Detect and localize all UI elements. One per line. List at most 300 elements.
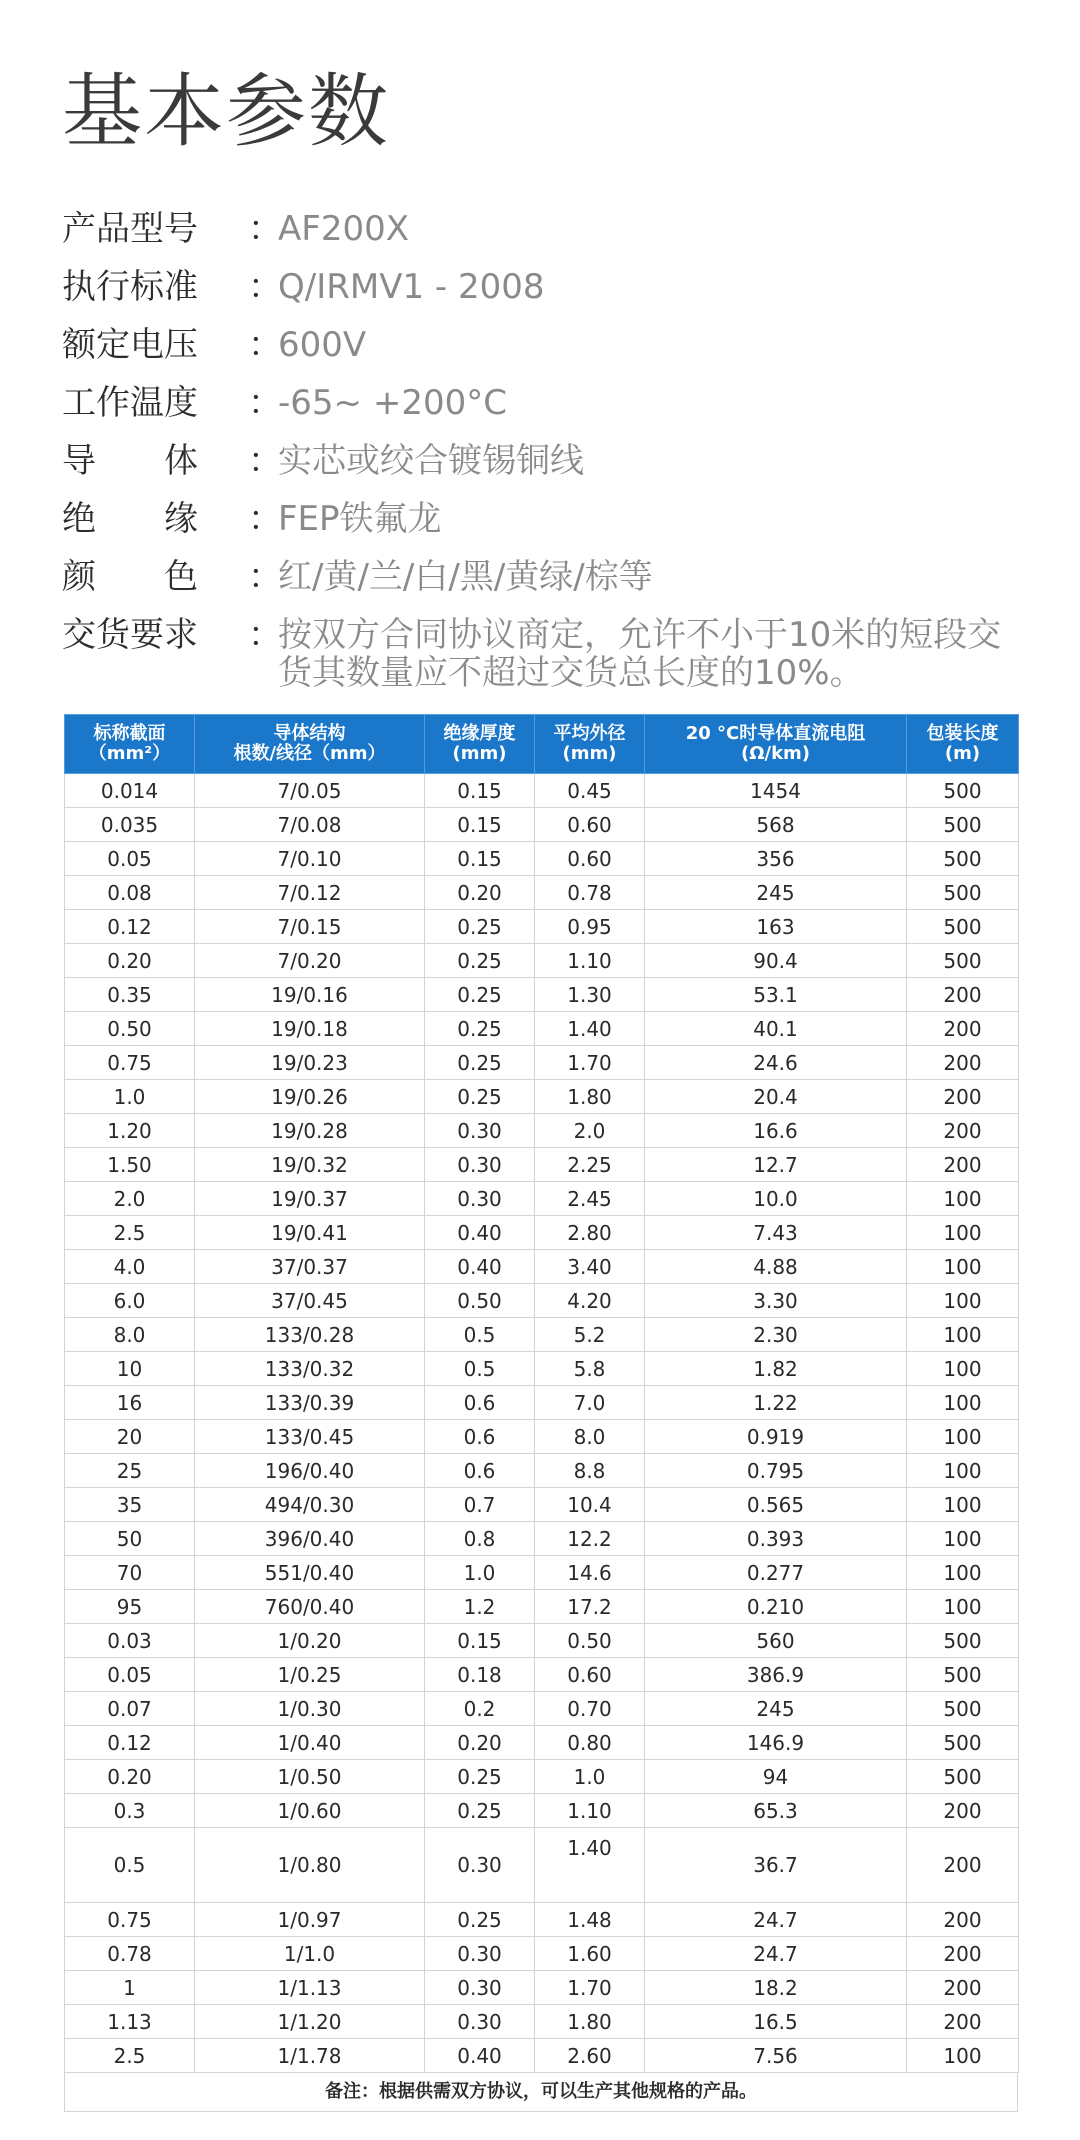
table-cell: 4.20 — [535, 1284, 645, 1318]
spec-row-color — [62, 548, 1022, 606]
table-cell: 0.795 — [645, 1454, 907, 1488]
table-cell: 1/1.0 — [195, 1937, 425, 1971]
spec-row-model — [62, 200, 1022, 258]
spec-value: FEP铁氟龙 — [278, 499, 442, 539]
table-cell: 133/0.45 — [195, 1420, 425, 1454]
table-cell: 7/0.05 — [195, 774, 425, 808]
table-cell: 0.70 — [535, 1692, 645, 1726]
table-cell: 0.30 — [425, 1114, 535, 1148]
table-body — [65, 774, 1019, 2073]
table-row — [65, 1454, 1019, 1488]
table-cell: 1/0.97 — [195, 1903, 425, 1937]
spec-value: 按双方合同协议商定，允许不小于10米的短段交货其数量应不超过交货总长度的10%。 — [278, 615, 1002, 693]
header-line: 20 °C时导体直流电阻 — [685, 723, 866, 744]
table-cell: 5.2 — [535, 1318, 645, 1352]
spec-label: 执行标准 — [62, 267, 198, 307]
table-cell: 0.2 — [425, 1692, 535, 1726]
table-cell: 0.15 — [425, 1624, 535, 1658]
spec-value: -65~ +200°C — [278, 383, 507, 423]
table-cell: 40.1 — [645, 1012, 907, 1046]
table-cell: 1.70 — [535, 1971, 645, 2005]
table-cell: 0.07 — [65, 1692, 195, 1726]
spec-value: 红/黄/兰/白/黑/黄绿/棕等 — [278, 557, 653, 597]
table-cell: 0.50 — [535, 1624, 645, 1658]
table-cell: 1.10 — [535, 1794, 645, 1828]
table-cell: 500 — [907, 1760, 1019, 1794]
table-cell: 0.035 — [65, 808, 195, 842]
table-cell: 1.40 — [535, 1828, 645, 1903]
table-cell: 2.0 — [65, 1182, 195, 1216]
table-cell: 7.0 — [535, 1386, 645, 1420]
table-cell: 37/0.45 — [195, 1284, 425, 1318]
table-row — [65, 1148, 1019, 1182]
table-cell: 100 — [907, 1318, 1019, 1352]
table-cell: 1.80 — [535, 2005, 645, 2039]
table-cell: 100 — [907, 1590, 1019, 1624]
table-row — [65, 1114, 1019, 1148]
table-cell: 90.4 — [645, 944, 907, 978]
table-cell: 2.5 — [65, 2039, 195, 2073]
spec-row-temperature — [62, 374, 1022, 432]
table-cell: 19/0.26 — [195, 1080, 425, 1114]
table-cell: 95 — [65, 1590, 195, 1624]
table-cell: 8.0 — [65, 1318, 195, 1352]
table-row — [65, 842, 1019, 876]
table-cell: 1454 — [645, 774, 907, 808]
table-cell: 245 — [645, 876, 907, 910]
table-cell: 133/0.32 — [195, 1352, 425, 1386]
table-cell: 70 — [65, 1556, 195, 1590]
header-unit: （mm²） — [88, 743, 171, 764]
spec-separator: ： — [248, 209, 282, 249]
table-cell: 1/1.20 — [195, 2005, 425, 2039]
table-cell: 1/0.25 — [195, 1658, 425, 1692]
table-cell: 1.20 — [65, 1114, 195, 1148]
table-row — [65, 1903, 1019, 1937]
table-cell: 0.75 — [65, 1046, 195, 1080]
table-cell: 200 — [907, 1148, 1019, 1182]
header-unit: (mm) — [452, 743, 507, 764]
table-cell: 19/0.28 — [195, 1114, 425, 1148]
table-cell: 200 — [907, 2005, 1019, 2039]
table-cell: 0.95 — [535, 910, 645, 944]
header-line: 平均外径 — [553, 723, 626, 744]
table-row — [65, 1658, 1019, 1692]
table-cell: 53.1 — [645, 978, 907, 1012]
table-cell: 12.7 — [645, 1148, 907, 1182]
table-cell: 100 — [907, 2039, 1019, 2073]
header-insulation-thickness — [425, 715, 535, 774]
table-cell: 14.6 — [535, 1556, 645, 1590]
header-unit: (mm) — [562, 743, 617, 764]
table-cell: 560 — [645, 1624, 907, 1658]
table-row — [65, 1046, 1019, 1080]
table-cell: 7.56 — [645, 2039, 907, 2073]
table-row — [65, 2005, 1019, 2039]
table-cell: 0.05 — [65, 1658, 195, 1692]
spec-value: AF200X — [278, 209, 410, 249]
table-note: 备注：根据供需双方协议，可以生产其他规格的产品。 — [64, 2073, 1018, 2112]
table-cell: 0.210 — [645, 1590, 907, 1624]
table-row — [65, 1522, 1019, 1556]
table-cell: 7/0.08 — [195, 808, 425, 842]
table-row — [65, 1386, 1019, 1420]
table-cell: 3.30 — [645, 1284, 907, 1318]
header-line: 绝缘厚度 — [443, 723, 516, 744]
table-cell: 19/0.16 — [195, 978, 425, 1012]
header-line: 包装长度 — [926, 723, 999, 744]
table-row — [65, 774, 1019, 808]
table-cell: 1/0.80 — [195, 1828, 425, 1903]
table-cell: 2.80 — [535, 1216, 645, 1250]
table-row — [65, 1726, 1019, 1760]
spec-table — [64, 714, 1019, 2073]
table-cell: 0.565 — [645, 1488, 907, 1522]
table-cell: 0.78 — [65, 1937, 195, 1971]
table-cell: 2.45 — [535, 1182, 645, 1216]
table-cell: 12.2 — [535, 1522, 645, 1556]
table-cell: 1.80 — [535, 1080, 645, 1114]
table-cell: 16.5 — [645, 2005, 907, 2039]
spec-value: 实芯或绞合镀锡铜线 — [278, 441, 584, 481]
table-cell: 500 — [907, 876, 1019, 910]
table-cell: 18.2 — [645, 1971, 907, 2005]
table-cell: 19/0.32 — [195, 1148, 425, 1182]
table-cell: 7/0.12 — [195, 876, 425, 910]
table-cell: 1.30 — [535, 978, 645, 1012]
table-cell: 200 — [907, 1937, 1019, 1971]
table-cell: 0.8 — [425, 1522, 535, 1556]
table-cell: 500 — [907, 944, 1019, 978]
table-cell: 163 — [645, 910, 907, 944]
table-cell: 1.50 — [65, 1148, 195, 1182]
table-cell: 0.60 — [535, 842, 645, 876]
table-row — [65, 1352, 1019, 1386]
table-cell: 760/0.40 — [195, 1590, 425, 1624]
table-cell: 200 — [907, 1114, 1019, 1148]
table-cell: 500 — [907, 808, 1019, 842]
table-cell: 568 — [645, 808, 907, 842]
table-cell: 36.7 — [645, 1828, 907, 1903]
table-cell: 200 — [907, 978, 1019, 1012]
table-cell: 1.40 — [535, 1012, 645, 1046]
table-cell: 1.48 — [535, 1903, 645, 1937]
table-cell: 2.5 — [65, 1216, 195, 1250]
table-cell: 0.30 — [425, 1828, 535, 1903]
spec-label: 绝 缘 — [62, 499, 198, 539]
table-row — [65, 978, 1019, 1012]
table-cell: 10.0 — [645, 1182, 907, 1216]
table-cell: 0.80 — [535, 1726, 645, 1760]
table-cell: 0.40 — [425, 1250, 535, 1284]
table-cell: 0.05 — [65, 842, 195, 876]
table-cell: 1.22 — [645, 1386, 907, 1420]
spec-row-insulation — [62, 490, 1022, 548]
header-unit: (Ω/km) — [740, 743, 811, 764]
table-cell: 2.60 — [535, 2039, 645, 2073]
table-cell: 1.0 — [65, 1080, 195, 1114]
spec-label: 导 体 — [62, 441, 198, 481]
table-cell: 0.15 — [425, 808, 535, 842]
table-cell: 1.0 — [535, 1760, 645, 1794]
table-cell: 0.5 — [425, 1352, 535, 1386]
table-cell: 100 — [907, 1488, 1019, 1522]
table-cell: 0.75 — [65, 1903, 195, 1937]
table-row — [65, 2039, 1019, 2073]
table-cell: 2.25 — [535, 1148, 645, 1182]
table-cell: 7.43 — [645, 1216, 907, 1250]
page-title: 基本参数 — [62, 65, 390, 158]
table-cell: 356 — [645, 842, 907, 876]
table-cell: 0.40 — [425, 1216, 535, 1250]
table-cell: 0.03 — [65, 1624, 195, 1658]
table-cell: 500 — [907, 1658, 1019, 1692]
table-cell: 1/1.78 — [195, 2039, 425, 2073]
header-cross-section — [65, 715, 195, 774]
table-cell: 0.30 — [425, 1182, 535, 1216]
table-cell: 4.0 — [65, 1250, 195, 1284]
spec-separator: ： — [248, 383, 282, 423]
table-cell: 17.2 — [535, 1590, 645, 1624]
table-cell: 0.25 — [425, 1760, 535, 1794]
table-row — [65, 876, 1019, 910]
table-row — [65, 1250, 1019, 1284]
table-cell: 500 — [907, 1726, 1019, 1760]
table-cell: 6.0 — [65, 1284, 195, 1318]
table-row — [65, 1692, 1019, 1726]
table-cell: 1.10 — [535, 944, 645, 978]
table-cell: 1.2 — [425, 1590, 535, 1624]
table-cell: 500 — [907, 1624, 1019, 1658]
table-cell: 37/0.37 — [195, 1250, 425, 1284]
table-cell: 24.7 — [645, 1937, 907, 1971]
table-cell: 2.30 — [645, 1318, 907, 1352]
spec-label: 交货要求 — [62, 615, 198, 655]
table-cell: 133/0.28 — [195, 1318, 425, 1352]
table-cell: 19/0.37 — [195, 1182, 425, 1216]
table-cell: 200 — [907, 1828, 1019, 1903]
table-cell: 0.35 — [65, 978, 195, 1012]
table-cell: 0.30 — [425, 1971, 535, 2005]
table-cell: 146.9 — [645, 1726, 907, 1760]
table-cell: 25 — [65, 1454, 195, 1488]
table-cell: 3.40 — [535, 1250, 645, 1284]
table-row — [65, 1590, 1019, 1624]
table-row — [65, 1216, 1019, 1250]
table-cell: 100 — [907, 1556, 1019, 1590]
spec-row-conductor — [62, 432, 1022, 490]
table-row — [65, 1794, 1019, 1828]
table-row — [65, 808, 1019, 842]
table-cell: 0.12 — [65, 910, 195, 944]
table-cell: 20 — [65, 1420, 195, 1454]
table-cell: 0.45 — [535, 774, 645, 808]
table-cell: 100 — [907, 1352, 1019, 1386]
spec-separator: ： — [248, 441, 282, 481]
table-cell: 1.0 — [425, 1556, 535, 1590]
table-cell: 0.5 — [65, 1828, 195, 1903]
table-cell: 0.6 — [425, 1420, 535, 1454]
table-row — [65, 1556, 1019, 1590]
table-cell: 0.3 — [65, 1794, 195, 1828]
table-cell: 100 — [907, 1522, 1019, 1556]
table-cell: 200 — [907, 1971, 1019, 2005]
table-cell: 94 — [645, 1760, 907, 1794]
table-cell: 0.30 — [425, 1937, 535, 1971]
table-header-row — [65, 715, 1019, 774]
table-row — [65, 1284, 1019, 1318]
table-cell: 10 — [65, 1352, 195, 1386]
table-row — [65, 1971, 1019, 2005]
table-cell: 396/0.40 — [195, 1522, 425, 1556]
table-cell: 0.6 — [425, 1454, 535, 1488]
table-cell: 1/0.60 — [195, 1794, 425, 1828]
table-cell: 1/0.50 — [195, 1760, 425, 1794]
table-cell: 19/0.41 — [195, 1216, 425, 1250]
table-cell: 5.8 — [535, 1352, 645, 1386]
table-cell: 0.50 — [65, 1012, 195, 1046]
table-cell: 19/0.18 — [195, 1012, 425, 1046]
table-cell: 0.20 — [425, 1726, 535, 1760]
table-cell: 1/0.30 — [195, 1692, 425, 1726]
table-row — [65, 1318, 1019, 1352]
table-cell: 1.60 — [535, 1937, 645, 1971]
table-cell: 551/0.40 — [195, 1556, 425, 1590]
table-row — [65, 1624, 1019, 1658]
table-cell: 0.18 — [425, 1658, 535, 1692]
table-row — [65, 1012, 1019, 1046]
table-cell: 0.60 — [535, 1658, 645, 1692]
table-cell: 500 — [907, 842, 1019, 876]
table-cell: 0.78 — [535, 876, 645, 910]
table-row — [65, 1080, 1019, 1114]
table-cell: 0.20 — [425, 876, 535, 910]
table-cell: 100 — [907, 1216, 1019, 1250]
table-cell: 196/0.40 — [195, 1454, 425, 1488]
table-cell: 0.30 — [425, 1148, 535, 1182]
table-cell: 0.40 — [425, 2039, 535, 2073]
table-cell: 0.50 — [425, 1284, 535, 1318]
table-cell: 0.15 — [425, 842, 535, 876]
table-cell: 20.4 — [645, 1080, 907, 1114]
table-cell: 8.8 — [535, 1454, 645, 1488]
table-cell: 100 — [907, 1454, 1019, 1488]
table-cell: 100 — [907, 1182, 1019, 1216]
header-line: 导体结构 — [273, 723, 346, 744]
table-cell: 10.4 — [535, 1488, 645, 1522]
table-row — [65, 1182, 1019, 1216]
table-cell: 0.25 — [425, 1046, 535, 1080]
table-cell: 1/0.40 — [195, 1726, 425, 1760]
table-cell: 100 — [907, 1250, 1019, 1284]
header-unit: (m) — [944, 743, 981, 764]
spec-separator: ： — [248, 267, 282, 307]
header-outer-diameter — [535, 715, 645, 774]
table-cell: 24.7 — [645, 1903, 907, 1937]
table-cell: 1.13 — [65, 2005, 195, 2039]
spec-separator: ： — [248, 499, 282, 539]
table-cell: 4.88 — [645, 1250, 907, 1284]
table-cell: 2.0 — [535, 1114, 645, 1148]
table-cell: 1/0.20 — [195, 1624, 425, 1658]
table-cell: 0.6 — [425, 1386, 535, 1420]
spec-separator: ： — [248, 557, 282, 597]
table-cell: 1.82 — [645, 1352, 907, 1386]
table-cell: 0.25 — [425, 1080, 535, 1114]
spec-value: 600V — [278, 325, 367, 365]
spec-label: 额定电压 — [62, 325, 198, 365]
spec-list — [62, 200, 1022, 692]
table-cell: 500 — [907, 1692, 1019, 1726]
table-cell: 16 — [65, 1386, 195, 1420]
table-cell: 0.20 — [65, 1760, 195, 1794]
table-cell: 1.70 — [535, 1046, 645, 1080]
table-cell: 100 — [907, 1386, 1019, 1420]
table-cell: 0.25 — [425, 1903, 535, 1937]
table-cell: 16.6 — [645, 1114, 907, 1148]
table-cell: 500 — [907, 774, 1019, 808]
table-cell: 200 — [907, 1903, 1019, 1937]
header-package-length — [907, 715, 1019, 774]
table-cell: 0.25 — [425, 944, 535, 978]
table-cell: 0.7 — [425, 1488, 535, 1522]
spec-label: 产品型号 — [62, 209, 198, 249]
table-cell: 0.277 — [645, 1556, 907, 1590]
spec-row-voltage — [62, 316, 1022, 374]
header-dc-resistance — [645, 715, 907, 774]
table-cell: 200 — [907, 1046, 1019, 1080]
table-cell: 0.014 — [65, 774, 195, 808]
table-cell: 1 — [65, 1971, 195, 2005]
table-cell: 0.60 — [535, 808, 645, 842]
table-row — [65, 944, 1019, 978]
table-cell: 0.15 — [425, 774, 535, 808]
spec-table-container — [64, 714, 1018, 2112]
table-row — [65, 1937, 1019, 1971]
table-cell: 50 — [65, 1522, 195, 1556]
spec-row-delivery — [62, 606, 1022, 692]
table-cell: 7/0.10 — [195, 842, 425, 876]
table-row — [65, 1828, 1019, 1903]
table-cell: 494/0.30 — [195, 1488, 425, 1522]
table-cell: 0.5 — [425, 1318, 535, 1352]
header-unit: 根数/线径（mm） — [233, 743, 386, 764]
table-cell: 0.12 — [65, 1726, 195, 1760]
table-cell: 100 — [907, 1284, 1019, 1318]
table-cell: 0.08 — [65, 876, 195, 910]
spec-row-standard — [62, 258, 1022, 316]
table-cell: 24.6 — [645, 1046, 907, 1080]
table-cell: 100 — [907, 1420, 1019, 1454]
table-cell: 0.20 — [65, 944, 195, 978]
table-cell: 386.9 — [645, 1658, 907, 1692]
spec-label: 工作温度 — [62, 383, 198, 423]
table-cell: 0.25 — [425, 1794, 535, 1828]
header-conductor-structure — [195, 715, 425, 774]
table-row — [65, 910, 1019, 944]
table-cell: 0.25 — [425, 910, 535, 944]
table-cell: 7/0.15 — [195, 910, 425, 944]
table-cell: 133/0.39 — [195, 1386, 425, 1420]
header-line: 标称截面 — [93, 723, 166, 744]
table-cell: 19/0.23 — [195, 1046, 425, 1080]
table-cell: 200 — [907, 1794, 1019, 1828]
table-cell: 0.393 — [645, 1522, 907, 1556]
table-cell: 500 — [907, 910, 1019, 944]
spec-label: 颜 色 — [62, 557, 198, 597]
table-cell: 200 — [907, 1012, 1019, 1046]
spec-separator: ： — [248, 325, 282, 365]
